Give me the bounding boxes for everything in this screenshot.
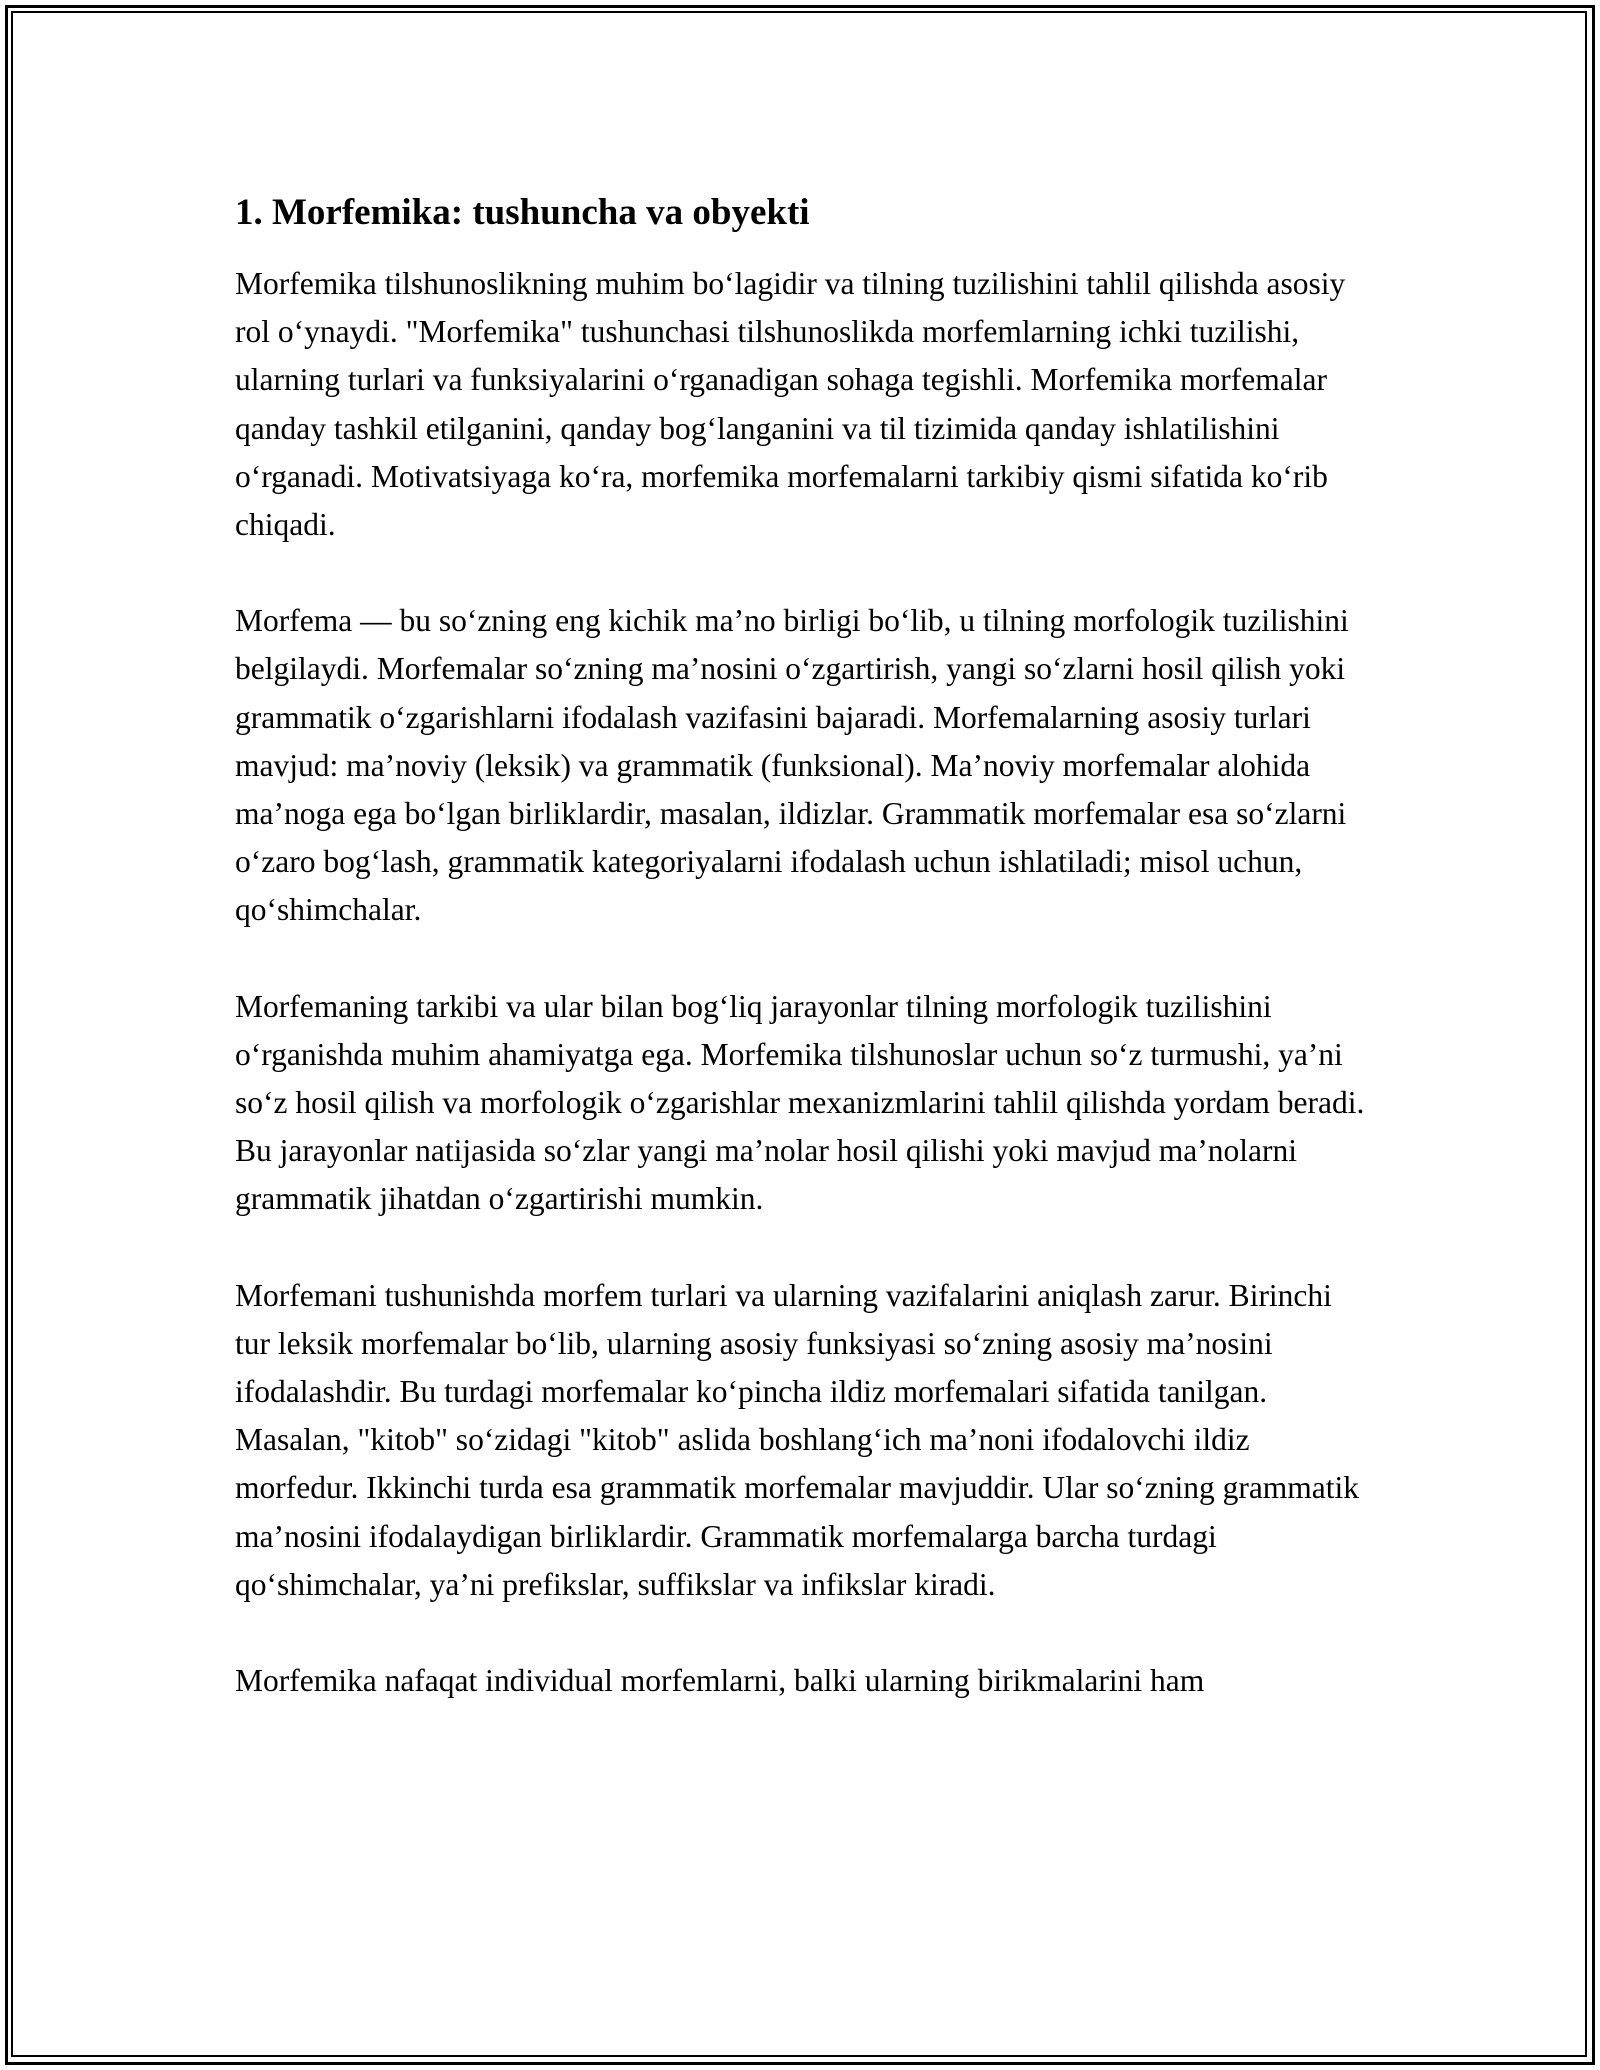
paragraph-4: Morfemani tushunishda morfem turlari va ularning vazifalarini aniqlash zarur. Birinchi tur leksik morfemalar bo‘lib, ularning asosiy funksiyasi so‘zning asosiy ma’nosini ifodalashdir. Bu turdagi morfemalar ko‘pincha ildiz morfemalari sifatida tanilgan. Masalan, "kitob" so‘zidagi "kitob" aslida boshlang‘ich ma’noni ifodalovchi ildiz morfedur. Ikkinchi turda esa grammatik morfemalar mavjuddir. Ular so‘zning grammatik ma’nosini ifodalaydigan birliklardir. Grammatik morfemalarga barcha turdagi qo‘shimchalar, ya’ni prefikslar, suffikslar va infikslar kiradi. — [235, 1277, 1360, 1602]
paragraph-2: Morfema — bu so‘zning eng kichik ma’no birligi bo‘lib, u tilning morfologik tuzilishini belgilaydi. Morfemalar so‘zning ma’nosini o‘zgartirish, yangi so‘zlarni hosil qilish yoki grammatik o‘zgarishlarni ifodalash vazifasini bajaradi. Morfemalarning asosiy turlari mavjud: ma’noviy (leksik) va grammatik (funksional). Ma’noviy morfemalar alohida ma’noga ega bo‘lgan birliklardir, masalan, ildizlar. Grammatik morfemalar esa so‘zlarni o‘zaro bog‘lash, grammatik kategoriyalarni ifodalash uchun ishlatiladi; misol uchun, qo‘shimchalar. — [235, 603, 1349, 928]
document-body — [235, 188, 1370, 1753]
paragraph-3: Morfemaning tarkibi va ular bilan bog‘liq jarayonlar tilning morfologik tuzilishini o‘rganishda muhim ahamiyatga ega. Morfemika tilshunoslar uchun so‘z turmushi, ya’ni so‘z hosil qilish va morfologik o‘zgarishlar mexanizmlarini tahlil qilishda yordam beradi. Bu jarayonlar natijasida so‘zlar yangi ma’nolar hosil qilishi yoki mavjud ma’nolarni grammatik jihatdan o‘zgartirishi mumkin. — [235, 988, 1365, 1217]
paragraph-5: Morfemika nafaqat individual morfemlarni, balki ularning birikmalarini ham — [235, 1663, 1205, 1699]
section-heading: 1. Morfemika: tushuncha va obyekti — [235, 192, 810, 233]
paragraph-1: Morfemika tilshunoslikning muhim bo‘lagidir va tilning tuzilishini tahlil qilishda asosiy rol o‘ynaydi. "Morfemika" tushunchasi tilshunoslikda morfemlarning ichki tuzilishi, ularning turlari va funksiyalarini o‘rganadigan sohaga tegishli. Morfemika morfemalar qanday tashkil etilganini, qanday bog‘langanini va til tizimida qanday ishlatilishini o‘rganadi. Motivatsiyaga ko‘ra, morfemika morfemalarni tarkibiy qismi sifatida ko‘rib chiqadi. — [235, 266, 1346, 543]
